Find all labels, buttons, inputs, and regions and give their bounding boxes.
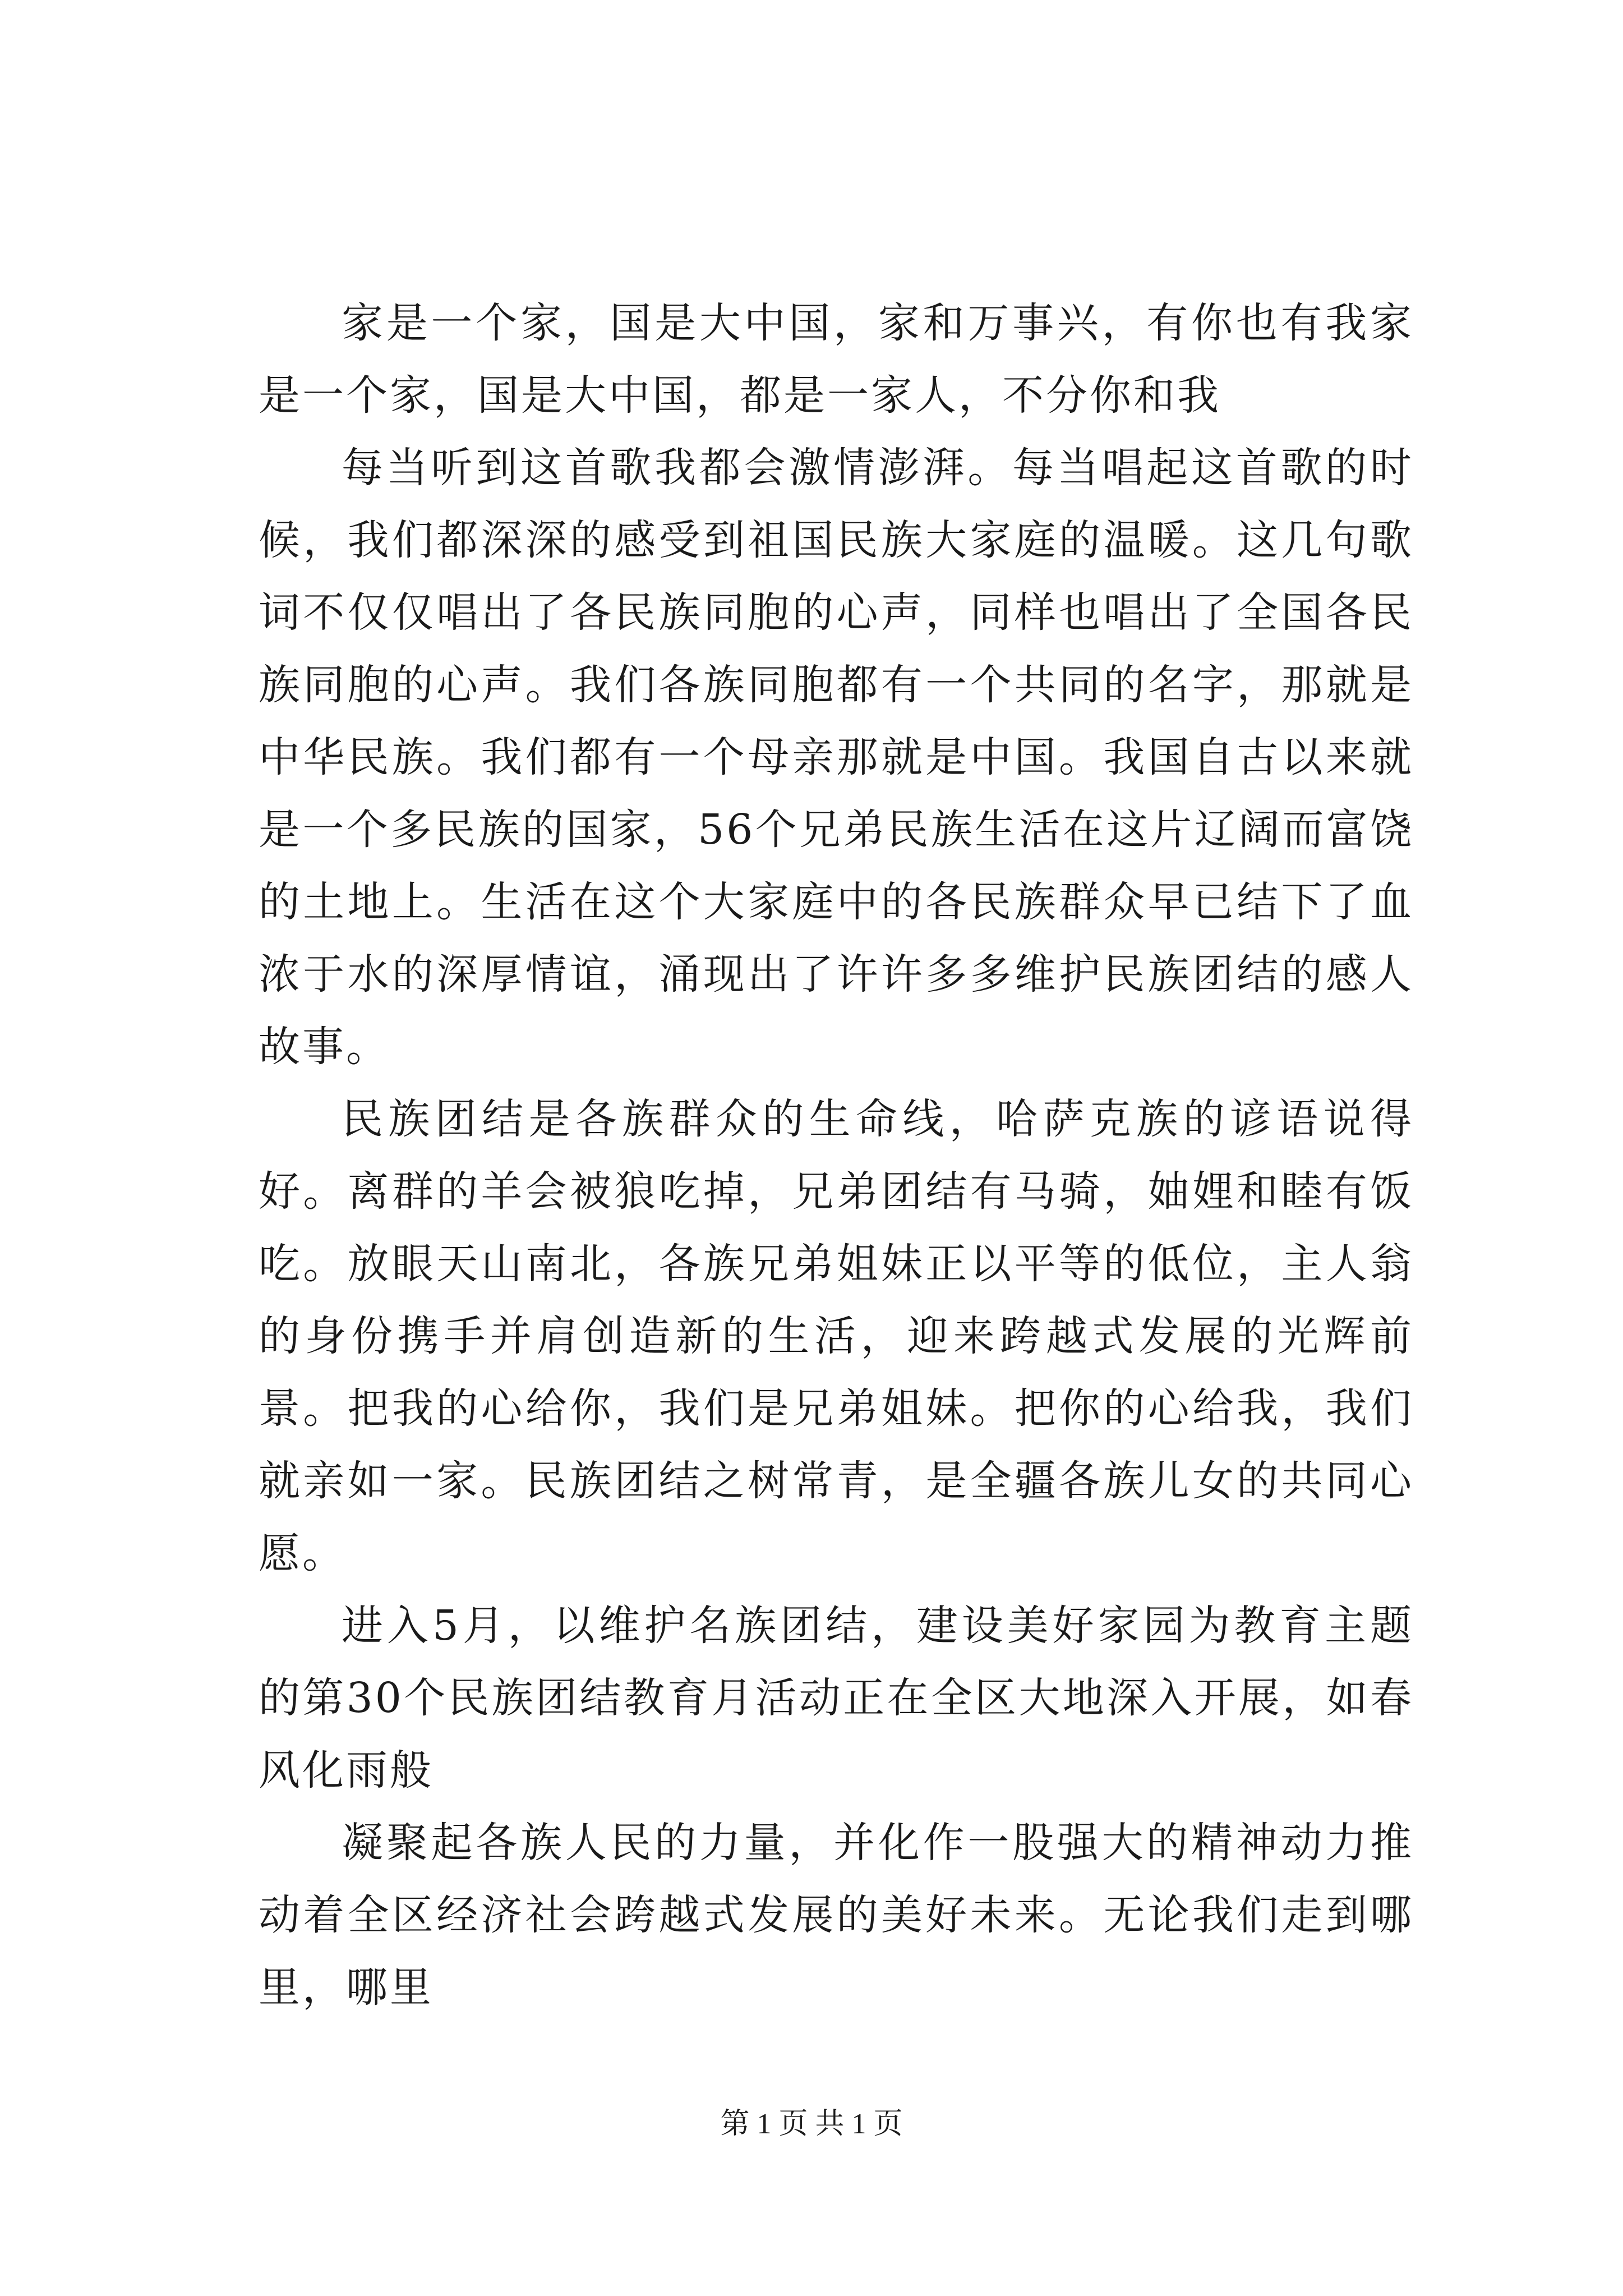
page-number-footer: 第 1 页 共 1 页 [720, 2108, 903, 2140]
paragraph-ethnic-unity: 民族团结是各族群众的生命线，哈萨克族的谚语说得好。离群的羊会被狼吃掉，兄弟团结有马骑，妯娌和睦有饭吃。放眼天山南北，各族兄弟姐妹正以平等的低位，主人翁的身份携手并肩创造新的生活，迎来跨越式发展的光辉前景。把我的心给你，我们是兄弟姐妹。把你的心给我，我们就亲如一家。民族团结之树常青，是全疆各族儿女的共同心愿。 [259, 1095, 1414, 1577]
document-body [259, 287, 1414, 2024]
paragraph-education-month: 进入5月，以维护名族团结，建设美好家园为教育主题的第30个民族团结教育月活动正在全区大地深入开展，如春风化雨般 [259, 1602, 1414, 1795]
paragraph-national-family: 每当听到这首歌我都会激情澎湃。每当唱起这首歌的时候，我们都深深的感受到祖国民族大家庭的温暖。这几句歌词不仅仅唱出了各民族同胞的心声，同样也唱出了全国各民族同胞的心声。我们各族同胞都有一个共同的名字，那就是中华民族。我们都有一个母亲那就是中国。我国自古以来就是一个多民族的国家，56个兄弟民族生活在这片辽阔而富饶的土地上。生活在这个大家庭中的各民族群众早已结下了血浓于水的深厚情谊，涌现出了许许多多维护民族团结的感人故事。 [259, 444, 1414, 1071]
paragraph-song-lyrics: 家是一个家，国是大中国，家和万事兴，有你也有我家是一个家，国是大中国，都是一家人，不分你和我 [259, 299, 1414, 420]
paragraph-unite-strength: 凝聚起各族人民的力量，并化作一股强大的精神动力推动着全区经济社会跨越式发展的美好未来。无论我们走到哪里，哪里 [259, 1819, 1414, 2012]
